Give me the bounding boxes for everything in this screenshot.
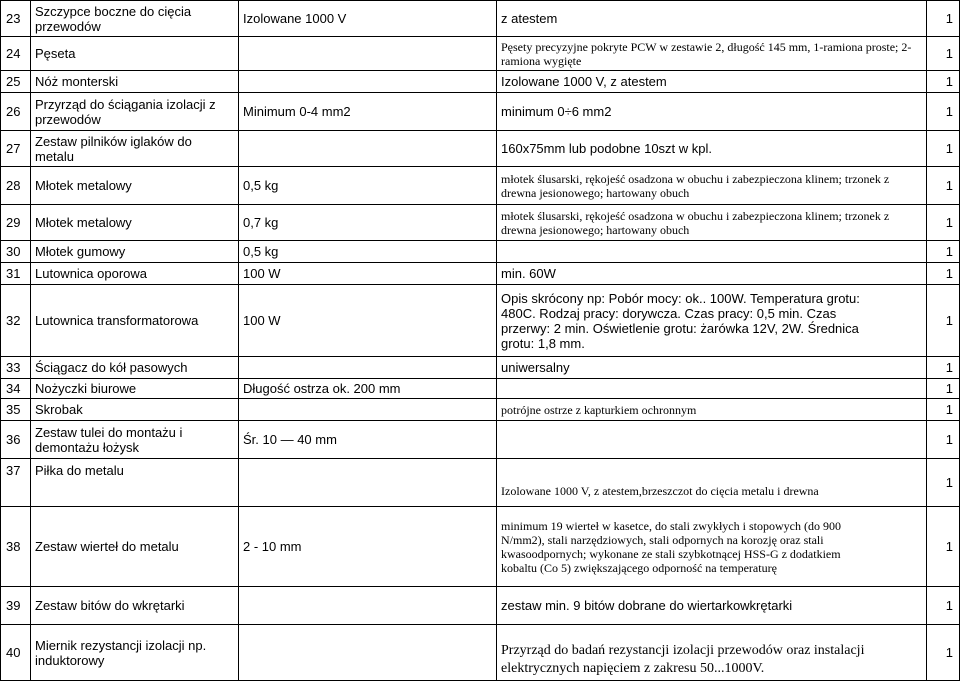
item-description: 160x75mm lub podobne 10szt w kpl.	[497, 131, 927, 167]
item-quantity: 1	[927, 625, 960, 681]
item-description	[497, 379, 927, 399]
row-number: 24	[1, 37, 31, 71]
row-number: 33	[1, 357, 31, 379]
item-description: min. 60W	[497, 263, 927, 285]
item-quantity: 1	[927, 587, 960, 625]
item-quantity: 1	[927, 357, 960, 379]
table-row	[1, 263, 960, 285]
table-row	[1, 507, 960, 587]
row-number: 30	[1, 241, 31, 263]
item-description	[497, 421, 927, 459]
item-quantity: 1	[927, 71, 960, 93]
item-name: Piłka do metalu	[31, 459, 239, 507]
item-name: Młotek metalowy	[31, 167, 239, 205]
row-number: 28	[1, 167, 31, 205]
item-quantity: 1	[927, 379, 960, 399]
table-row	[1, 459, 960, 507]
table-row	[1, 241, 960, 263]
item-parameter: 2 - 10 mm	[239, 507, 497, 587]
table-row	[1, 37, 960, 71]
row-number: 39	[1, 587, 31, 625]
item-parameter	[239, 131, 497, 167]
item-description: minimum 19 wierteł w kasetce, do stali zwykłych i stopowych (do 900 N/mm2), stali narzędziowych, stali odpornych na korozję oraz stali kwasoodpornych; wykonane ze stali szybkotnącej HSS-G z dodatkiem kobaltu (Co 5) zwiększającego odporność na temperaturę	[497, 507, 927, 587]
item-description: z atestem	[497, 1, 927, 37]
item-parameter: Śr. 10 — 40 mm	[239, 421, 497, 459]
item-description: Przyrząd do badań rezystancji izolacji przewodów oraz instalacji elektrycznych napięciem z zakresu 50...1000V.	[497, 625, 927, 681]
item-description: uniwersalny	[497, 357, 927, 379]
item-parameter	[239, 399, 497, 421]
row-number: 36	[1, 421, 31, 459]
item-description: młotek ślusarski, rękojeść osadzona w obuchu i zabezpieczona klinem; trzonek z drewna jesionowego; hartowany obuch	[497, 205, 927, 241]
row-number: 38	[1, 507, 31, 587]
item-quantity: 1	[927, 131, 960, 167]
item-parameter: 0,5 kg	[239, 241, 497, 263]
item-quantity: 1	[927, 205, 960, 241]
row-number: 27	[1, 131, 31, 167]
item-parameter: 100 W	[239, 285, 497, 357]
item-quantity: 1	[927, 421, 960, 459]
row-number: 29	[1, 205, 31, 241]
row-number: 25	[1, 71, 31, 93]
item-quantity: 1	[927, 167, 960, 205]
table-row	[1, 205, 960, 241]
row-number: 37	[1, 459, 31, 507]
row-number: 31	[1, 263, 31, 285]
item-description: Izolowane 1000 V, z atestem	[497, 71, 927, 93]
item-quantity: 1	[927, 93, 960, 131]
item-name: Ściągacz do kół pasowych	[31, 357, 239, 379]
item-name: Szczypce boczne do cięcia przewodów	[31, 1, 239, 37]
item-description: Pęsety precyzyjne pokryte PCW w zestawie 2, długość 145 mm, 1-ramiona proste; 2-ramiona wygięte	[497, 37, 927, 71]
row-number: 35	[1, 399, 31, 421]
table-row	[1, 587, 960, 625]
item-description: młotek ślusarski, rękojeść osadzona w obuchu i zabezpieczona klinem; trzonek z drewna jesionowego; hartowany obuch	[497, 167, 927, 205]
item-parameter: 100 W	[239, 263, 497, 285]
item-description: zestaw min. 9 bitów dobrane do wiertarkowkrętarki	[497, 587, 927, 625]
table-row	[1, 379, 960, 399]
item-quantity: 1	[927, 285, 960, 357]
row-number: 32	[1, 285, 31, 357]
row-number: 40	[1, 625, 31, 681]
item-description: minimum 0÷6 mm2	[497, 93, 927, 131]
item-name: Przyrząd do ściągania izolacji z przewodów	[31, 93, 239, 131]
table-row	[1, 131, 960, 167]
table-row	[1, 93, 960, 131]
table-row	[1, 399, 960, 421]
item-name: Młotek metalowy	[31, 205, 239, 241]
item-description: Izolowane 1000 V, z atestem,brzeszczot do cięcia metalu i drewna	[497, 459, 927, 507]
item-description: Opis skrócony np: Pobór mocy: ok.. 100W. Temperatura grotu: 480C. Rodzaj pracy: dorywcza. Czas pracy: 0,5 min. Czas przerwy: 2 min. Oświetlenie grotu: żarówka 12V, 2W. Średnica grotu: 1,8 mm.	[497, 285, 927, 357]
item-name: Zestaw wierteł do metalu	[31, 507, 239, 587]
item-name: Lutownica transformatorowa	[31, 285, 239, 357]
item-parameter	[239, 625, 497, 681]
item-quantity: 1	[927, 263, 960, 285]
item-name: Zestaw bitów do wkrętarki	[31, 587, 239, 625]
item-name: Zestaw tulei do montażu i demontażu łożysk	[31, 421, 239, 459]
item-quantity: 1	[927, 37, 960, 71]
item-parameter: 0,5 kg	[239, 167, 497, 205]
item-parameter	[239, 587, 497, 625]
table-row	[1, 285, 960, 357]
item-quantity: 1	[927, 459, 960, 507]
item-name: Młotek gumowy	[31, 241, 239, 263]
item-name: Pęseta	[31, 37, 239, 71]
table-row	[1, 1, 960, 37]
item-parameter	[239, 459, 497, 507]
item-parameter	[239, 37, 497, 71]
item-quantity: 1	[927, 399, 960, 421]
item-parameter: Minimum 0-4 mm2	[239, 93, 497, 131]
table-row	[1, 167, 960, 205]
item-name: Lutownica oporowa	[31, 263, 239, 285]
item-parameter: 0,7 kg	[239, 205, 497, 241]
item-parameter	[239, 357, 497, 379]
item-description: potrójne ostrze z kapturkiem ochronnym	[497, 399, 927, 421]
item-description	[497, 241, 927, 263]
table-row	[1, 357, 960, 379]
row-number: 34	[1, 379, 31, 399]
item-parameter	[239, 71, 497, 93]
row-number: 23	[1, 1, 31, 37]
item-parameter: Izolowane 1000 V	[239, 1, 497, 37]
item-name: Zestaw pilników iglaków do metalu	[31, 131, 239, 167]
item-name: Nożyczki biurowe	[31, 379, 239, 399]
table-row	[1, 625, 960, 681]
item-quantity: 1	[927, 241, 960, 263]
item-parameter: Długość ostrza ok. 200 mm	[239, 379, 497, 399]
item-name: Skrobak	[31, 399, 239, 421]
table-row	[1, 71, 960, 93]
row-number: 26	[1, 93, 31, 131]
item-name: Nóż monterski	[31, 71, 239, 93]
item-quantity: 1	[927, 507, 960, 587]
table-row	[1, 421, 960, 459]
item-quantity: 1	[927, 1, 960, 37]
item-name: Miernik rezystancji izolacji np. induktorowy	[31, 625, 239, 681]
